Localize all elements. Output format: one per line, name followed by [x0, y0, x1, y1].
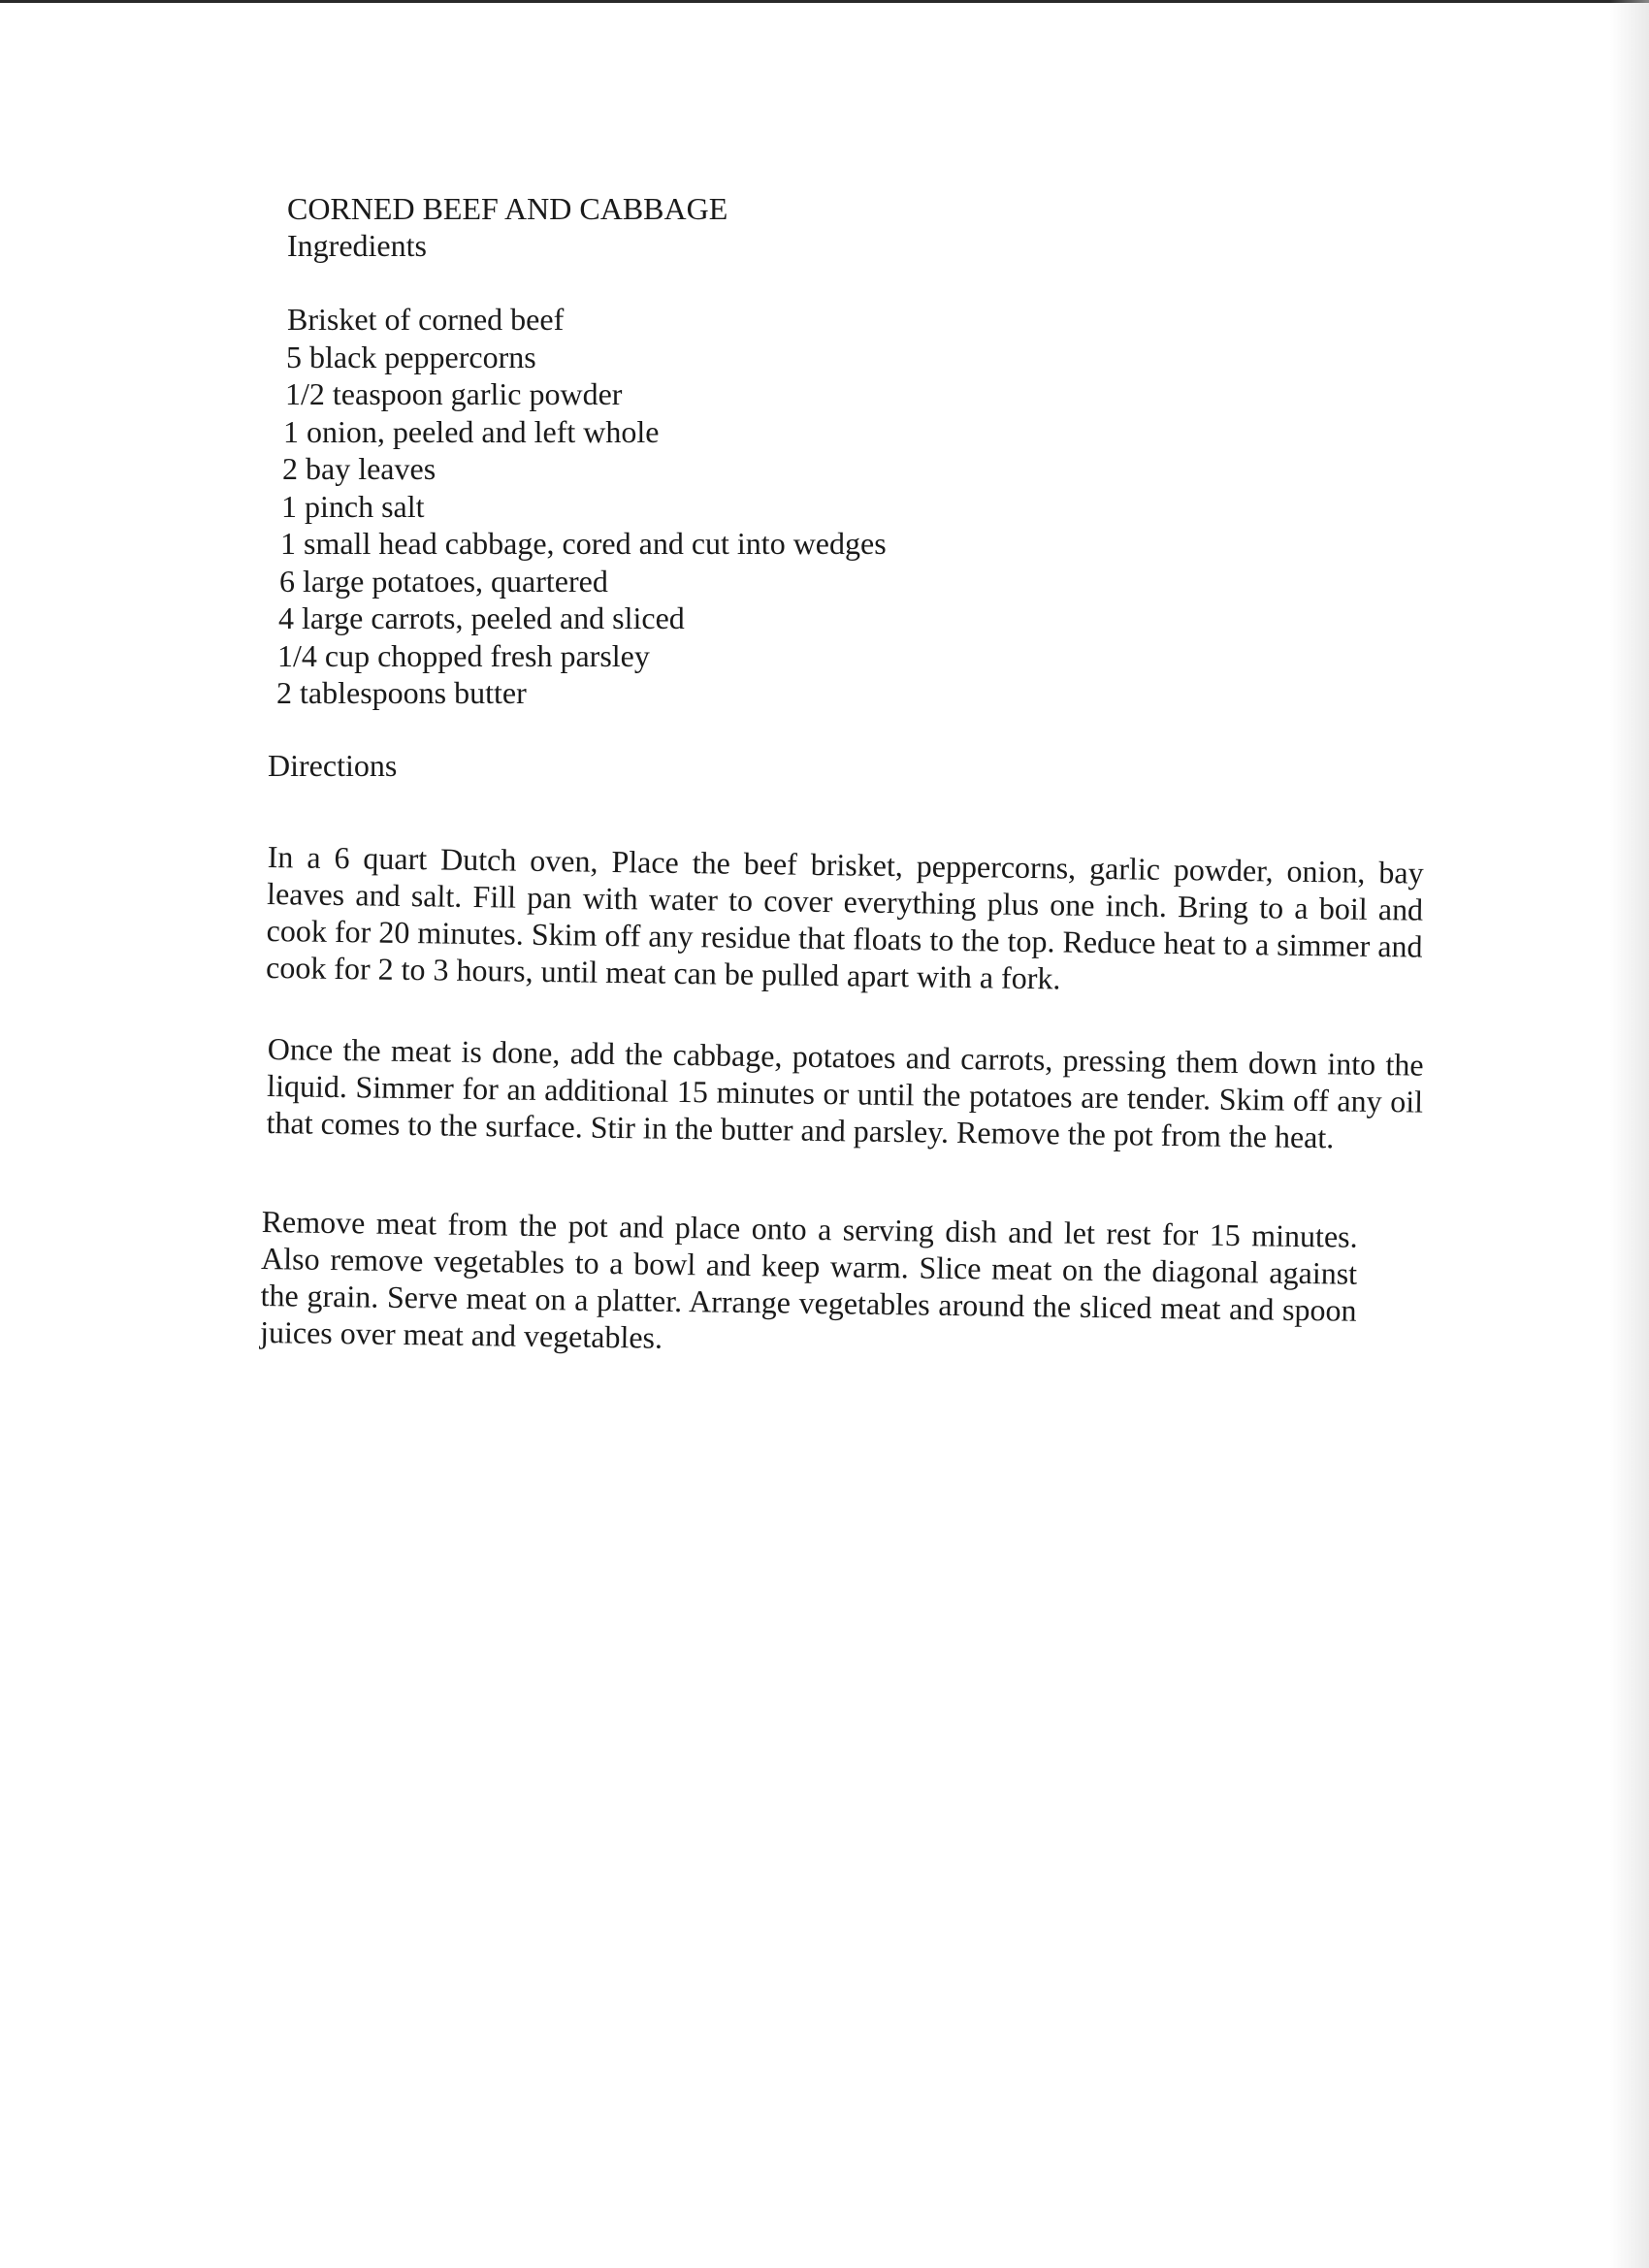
direction-paragraph: Remove meat from the pot and place onto a serving dish and let rest for 15 minutes. Also remove vegetables to a bowl and keep warm. Slice meat on the diagonal against the grain. Serve meat on a platter. Arrange vegetables around the sliced meat and spoon juices over meat and vegetables. — [259, 1203, 1358, 1355]
direction-paragraph: In a 6 quart Dutch oven, Place the beef brisket, peppercorns, garlic powder, onion, bay leaves and salt. Fill pan with water to cover everything plus one inch. Bring to a boil and cook for 20 minutes. Skim off any residue that floats to the top. Reduce heat to a simmer and cook for 2 to 3 hours, until meat can be pulled apart with a fork. — [265, 838, 1424, 995]
recipe-page — [259, 190, 1443, 1355]
ingredient-item: 2 bay leaves — [282, 451, 436, 486]
ingredients-heading: Ingredients — [287, 228, 427, 263]
ingredient-item: Brisket of corned beef — [287, 302, 565, 337]
ingredient-item: 1 onion, peeled and left whole — [283, 413, 660, 449]
direction-paragraph: Once the meat is done, add the cabbage, potatoes and carrots, pressing them down into the liquid. Simmer for an additional 15 minutes or until the potatoes are tender. Skim off any oil that comes to the surface. Stir in the butter and parsley. Remove the pot from the heat. — [266, 1030, 1424, 1154]
title-block — [287, 190, 1443, 264]
ingredient-item: 5 black peppercorns — [286, 339, 536, 374]
ingredient-item: 2 tablespoons butter — [276, 675, 527, 710]
recipe-title: CORNED BEEF AND CABBAGE — [287, 191, 728, 226]
ingredient-item: 1 pinch salt — [281, 488, 425, 524]
ingredient-item: 6 large potatoes, quartered — [279, 563, 608, 599]
ingredients-list — [260, 301, 1443, 712]
ingredient-item: 1/2 teaspoon garlic powder — [285, 376, 623, 411]
scan-shadow-right — [1610, 0, 1649, 2268]
ingredient-item: 1/4 cup chopped fresh parsley — [277, 637, 650, 673]
scan-edge-top — [0, 0, 1649, 3]
directions-heading: Directions — [268, 747, 398, 783]
ingredient-item: 1 small head cabbage, cored and cut into wedges — [280, 526, 887, 561]
ingredient-item: 4 large carrots, peeled and sliced — [278, 600, 685, 635]
